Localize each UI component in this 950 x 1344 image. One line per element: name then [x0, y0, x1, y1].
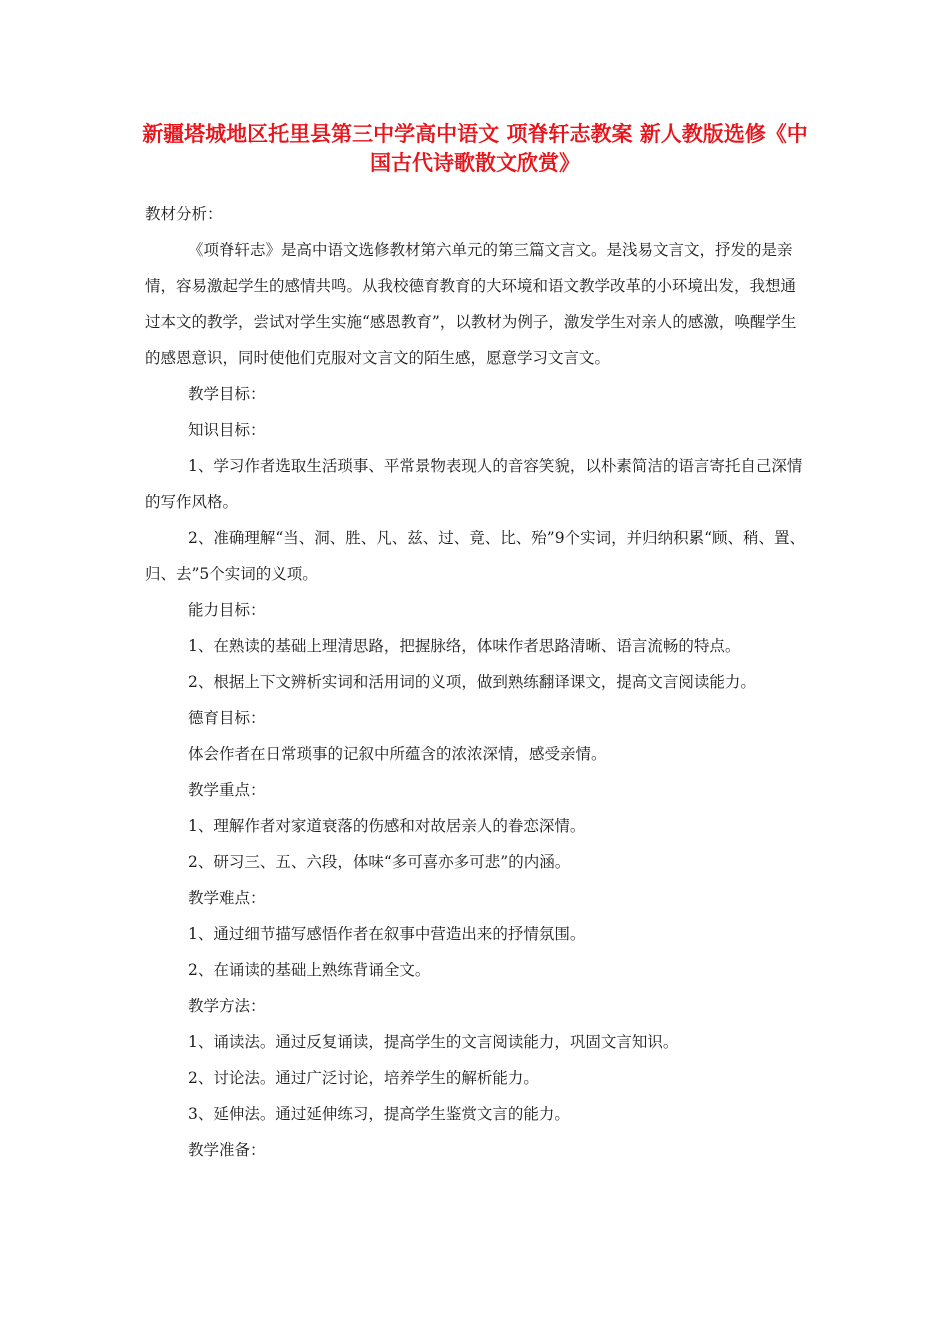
- paragraph: 2、根据上下文辨析实词和活用词的义项，做到熟练翻译课文，提高文言阅读能力。: [188, 673, 756, 691]
- paragraph: 1、理解作者对家道衰落的伤感和对故居亲人的眷恋深情。: [188, 817, 586, 835]
- paragraph: 教学准备：: [188, 1141, 266, 1159]
- paragraph: 2、讨论法。通过广泛讨论，培养学生的解析能力。: [188, 1069, 539, 1087]
- paragraph: 2、研习三、五、六段，体味“多可喜亦多可悲”的内涵。: [188, 853, 571, 871]
- paragraph: 教学难点：: [188, 889, 266, 907]
- paragraph: 2、在诵读的基础上熟练背诵全文。: [188, 961, 431, 979]
- document-title: 新疆塔城地区托里县第三中学高中语文 项脊轩志教案 新人教版选修《中国古代诗歌散文欣赏》: [142, 122, 808, 175]
- paragraph: 1、在熟读的基础上理清思路，把握脉络，体味作者思路清晰、语言流畅的特点。: [188, 637, 741, 655]
- paragraph: 1、通过细节描写感悟作者在叙事中营造出来的抒情氛围。: [188, 925, 586, 943]
- paragraph: 体会作者在日常琐事的记叙中所蕴含的浓浓深情，感受亲情。: [188, 745, 607, 763]
- paragraph: 德育目标：: [188, 709, 266, 727]
- paragraph: 教材分析：: [145, 205, 223, 223]
- paragraph: 1、诵读法。通过反复诵读，提高学生的文言阅读能力，巩固文言知识。: [188, 1033, 679, 1051]
- paragraph: 1、学习作者选取生活琐事、平常景物表现人的音容笑貌，以朴素简洁的语言寄托自己深情的写作风格。: [145, 457, 803, 511]
- paragraph: 2、准确理解“当、洞、胜、凡、兹、过、竟、比、殆”9个实词，并归纳积累“顾、稍、置、归、去”5个实词的义项。: [145, 529, 805, 583]
- paragraph: 教学重点：: [188, 781, 266, 799]
- paragraph: 《项脊轩志》是高中语文选修教材第六单元的第三篇文言文。是浅易文言文，抒发的是亲情，容易激起学生的感情共鸣。从我校德育教育的大环境和语文教学改革的小环境出发，我想通过本文的教学，尝试对学生实施“感恩教育”，以教材为例子，激发学生对亲人的感激，唤醒学生的感恩意识，同时使他们克服对文言文的陌生感，愿意学习文言文。: [145, 241, 797, 367]
- paragraph: 能力目标：: [188, 601, 266, 619]
- paragraph: 知识目标：: [188, 421, 266, 439]
- document-body: [145, 196, 810, 1168]
- paragraph: 教学目标：: [188, 385, 266, 403]
- paragraph: 3、延伸法。通过延伸练习，提高学生鉴赏文言的能力。: [188, 1105, 570, 1123]
- paragraph: 教学方法：: [188, 997, 266, 1015]
